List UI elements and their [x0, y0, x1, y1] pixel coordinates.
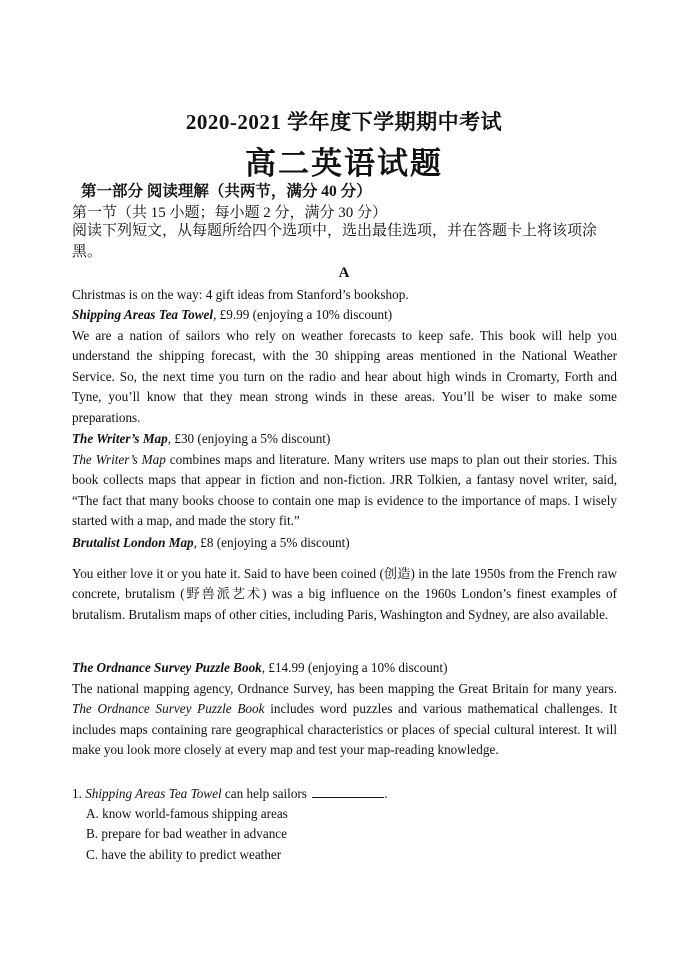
question-stem: can help sailors	[221, 786, 311, 801]
item-book-title-inline: The Writer’s Map	[72, 451, 166, 467]
item-brutalist-map	[72, 533, 617, 625]
passage-letter: A	[338, 265, 350, 281]
option-b: B. prepare for bad weather in advance	[86, 826, 288, 841]
item-shipping-areas	[72, 305, 617, 429]
question-subject: Shipping Areas Tea Towel	[85, 786, 222, 801]
item-title: The Writer’s Map	[72, 431, 168, 446]
item-writers-map	[72, 429, 617, 532]
section-heading: 第一节（共 15 小题；每小题 2 分，满分 30 分）	[72, 205, 388, 221]
item-heading	[72, 658, 617, 679]
question-1	[72, 785, 388, 802]
item-price: , £14.99 (enjoying a 10% discount)	[261, 660, 448, 675]
item-title: Brutalist London Map	[72, 535, 194, 550]
item-price: , £8 (enjoying a 5% discount)	[193, 535, 350, 550]
item-heading	[72, 305, 617, 326]
passage-intro: Christmas is on the way: 4 gift ideas from Stanford’s bookshop.	[72, 287, 409, 302]
item-book-title-inline: The Ordnance Survey Puzzle Book	[72, 701, 265, 717]
item-price: , £30 (enjoying a 5% discount)	[167, 431, 331, 446]
option-a: A. know world-famous shipping areas	[86, 806, 288, 821]
part-heading: 第一部分 阅读理解（共两节，满分 40 分）	[81, 183, 372, 200]
item-title: The Ordnance Survey Puzzle Book	[72, 660, 262, 675]
item-description: You either love it or you hate it. Said to have been coined (创造) in the late 1950s from the French raw concrete, brutalism (野兽派艺术) was a big influence on the 1960s London’s finest examples of brutalism. Brutalism maps of other cities, including Paris, Washington and Sydney, are also available.	[72, 565, 617, 622]
item-description: We are a nation of sailors who rely on weather forecasts to keep safe. This book will help you understand the shipping forecast, with the 30 shipping areas mentioned in the National Weather Service. So, the next time you turn on the radio and hear about high winds in Cromarty, Forth and Tyne, you’ll know that they mean strong winds in these areas. You’ll be wiser to make some preparations.	[72, 327, 617, 425]
answer-blank	[312, 785, 384, 798]
item-price: , £9.99 (enjoying a 10% discount)	[213, 307, 393, 322]
question-number: 1.	[72, 786, 86, 801]
item-description: combines maps and literature. Many writers use maps to plan out their stories. This book collects maps that appear in fiction and non-fiction. JRR Tolkien, a fantasy novel writer, said, “The fact that many books choose to contain one map is evidence to the importance of maps. I wisely started with a map, and made the story fit.”	[72, 451, 617, 529]
item-description-b: includes word puzzles and various mathematical challenges. It includes maps containing rare geographical characteristics or places of special cultural interest. It will make you look more closely at every map and test your map-reading knowledge.	[72, 701, 618, 758]
instructions: 阅读下列短文，从每题所给四个选项中，选出最佳选项，并在答题卡上将该项涂黑。	[72, 223, 598, 260]
item-heading	[72, 533, 617, 554]
item-title: Shipping Areas Tea Towel	[72, 307, 214, 322]
question-end: .	[384, 786, 388, 801]
exam-subtitle: 高二英语试题	[245, 146, 443, 181]
item-description-a: The national mapping agency, Ordnance Survey, has been mapping the Great Britain for many years.	[72, 680, 617, 696]
item-heading	[72, 429, 617, 450]
exam-title: 2020-2021 学年度下学期期中考试	[185, 110, 503, 134]
option-c: C. have the ability to predict weather	[86, 847, 282, 862]
item-puzzle-book	[72, 658, 617, 761]
